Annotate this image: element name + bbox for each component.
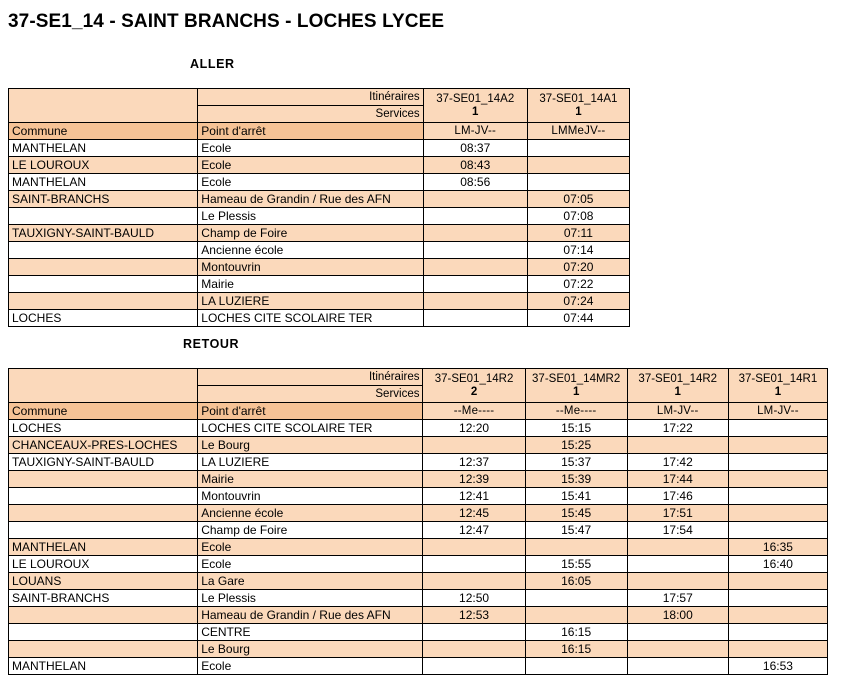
cell-point-arret: CENTRE: [198, 624, 423, 641]
cell-time-service-1: [423, 225, 527, 242]
table-row: [9, 437, 828, 454]
cell-time-service-1: 12:41: [423, 488, 525, 505]
service-number: 1: [674, 386, 681, 398]
service-code: 37-SE01_14MR2: [532, 373, 621, 385]
table-row: [9, 658, 828, 675]
column-header-point-arret: Point d'arrêt: [198, 403, 423, 420]
cell-point-arret: Mairie: [198, 276, 423, 293]
cell-commune: [9, 488, 198, 505]
cell-time-service-1: 12:45: [423, 505, 525, 522]
cell-time-service-3: [627, 539, 728, 556]
cell-point-arret: Le Bourg: [198, 437, 423, 454]
header-itineraires-row: [9, 89, 630, 106]
cell-time-service-1: 12:50: [423, 590, 525, 607]
cell-point-arret: Ecole: [198, 539, 423, 556]
cell-point-arret: Ecole: [198, 658, 423, 675]
cell-commune: TAUXIGNY-SAINT-BAULD: [9, 225, 198, 242]
cell-time-service-3: [627, 641, 728, 658]
cell-time-service-1: 08:43: [423, 157, 527, 174]
timetable-retour: [8, 368, 828, 675]
cell-commune: LOCHES: [9, 310, 198, 327]
header-itineraires-row: [9, 369, 828, 386]
table-row: [9, 590, 828, 607]
cell-time-service-1: [423, 437, 525, 454]
cell-time-service-1: [423, 208, 527, 225]
cell-point-arret: Champ de Foire: [198, 225, 423, 242]
cell-time-service-1: 08:56: [423, 174, 527, 191]
cell-time-service-4: [728, 437, 827, 454]
cell-commune: [9, 293, 198, 310]
cell-time-service-2: 15:39: [525, 471, 627, 488]
cell-time-service-3: 17:51: [627, 505, 728, 522]
aller-table-body: [9, 89, 630, 327]
cell-time-service-1: [423, 624, 525, 641]
cell-point-arret: Hameau de Grandin / Rue des AFN: [198, 191, 423, 208]
retour-table-body: [9, 369, 828, 675]
column-header-commune: Commune: [9, 403, 198, 420]
page-title: 37-SE1_14 - SAINT BRANCHS - LOCHES LYCEE: [8, 11, 445, 32]
cell-commune: MANTHELAN: [9, 140, 198, 157]
cell-time-service-2: 07:22: [527, 276, 629, 293]
cell-time-service-1: 12:39: [423, 471, 525, 488]
cell-commune: [9, 208, 198, 225]
cell-point-arret: Mairie: [198, 471, 423, 488]
cell-commune: LE LOUROUX: [9, 556, 198, 573]
cell-point-arret: Ancienne école: [198, 505, 423, 522]
cell-time-service-1: [423, 259, 527, 276]
cell-time-service-3: 17:22: [627, 420, 728, 437]
column-header-row: [9, 403, 828, 420]
cell-point-arret: Ecole: [198, 157, 423, 174]
table-row: [9, 573, 828, 590]
column-header-commune: Commune: [9, 123, 198, 140]
cell-time-service-1: 12:47: [423, 522, 525, 539]
cell-commune: [9, 276, 198, 293]
table-row: [9, 208, 630, 225]
cell-time-service-4: [728, 522, 827, 539]
service-code: 37-SE01_14A2: [436, 93, 515, 105]
service-number: 1: [575, 106, 582, 118]
cell-point-arret: Ecole: [198, 556, 423, 573]
cell-point-arret: Ecole: [198, 174, 423, 191]
cell-commune: LOCHES: [9, 420, 198, 437]
table-row: [9, 225, 630, 242]
cell-time-service-1: [423, 191, 527, 208]
cell-commune: [9, 242, 198, 259]
cell-time-service-1: 12:37: [423, 454, 525, 471]
table-row: [9, 157, 630, 174]
table-row: [9, 471, 828, 488]
cell-time-service-3: 17:57: [627, 590, 728, 607]
cell-time-service-4: [728, 641, 827, 658]
cell-point-arret: Ecole: [198, 140, 423, 157]
cell-time-service-1: [423, 276, 527, 293]
cell-commune: [9, 471, 198, 488]
cell-time-service-4: [728, 454, 827, 471]
cell-time-service-1: 12:20: [423, 420, 525, 437]
cell-time-service-3: [627, 556, 728, 573]
service-days-1: LM-JV--: [423, 123, 527, 140]
direction-label-retour: RETOUR: [183, 337, 240, 351]
cell-time-service-2: 15:55: [525, 556, 627, 573]
cell-time-service-3: [627, 658, 728, 675]
table-row: [9, 420, 828, 437]
service-days-1: --Me----: [423, 403, 525, 420]
service-days-4: LM-JV--: [728, 403, 827, 420]
cell-commune: TAUXIGNY-SAINT-BAULD: [9, 454, 198, 471]
cell-commune: LOUANS: [9, 573, 198, 590]
table-row: [9, 539, 828, 556]
table-row: [9, 293, 630, 310]
cell-time-service-3: [627, 573, 728, 590]
cell-time-service-3: [627, 624, 728, 641]
cell-commune: SAINT-BRANCHS: [9, 590, 198, 607]
service-header-1: [423, 369, 525, 403]
cell-time-service-4: [728, 471, 827, 488]
cell-time-service-2: 07:14: [527, 242, 629, 259]
timetable-aller: [8, 88, 630, 327]
cell-time-service-2: [525, 607, 627, 624]
cell-point-arret: Champ de Foire: [198, 522, 423, 539]
column-header-row: [9, 123, 630, 140]
service-code: 37-SE01_14R1: [738, 373, 818, 385]
cell-time-service-1: [423, 310, 527, 327]
cell-time-service-2: 16:15: [525, 624, 627, 641]
service-code: 37-SE01_14A1: [539, 93, 618, 105]
cell-time-service-3: 17:42: [627, 454, 728, 471]
header-spacer: [9, 369, 198, 403]
cell-time-service-4: 16:53: [728, 658, 827, 675]
cell-time-service-1: [423, 293, 527, 310]
service-days-2: LMMeJV--: [527, 123, 629, 140]
table-row: [9, 522, 828, 539]
cell-time-service-2: 16:15: [525, 641, 627, 658]
service-number: 1: [472, 106, 479, 118]
cell-time-service-4: [728, 420, 827, 437]
table-row: [9, 454, 828, 471]
cell-time-service-2: 07:20: [527, 259, 629, 276]
cell-commune: [9, 607, 198, 624]
cell-time-service-2: 15:37: [525, 454, 627, 471]
cell-commune: [9, 624, 198, 641]
cell-time-service-4: [728, 624, 827, 641]
service-header-3: [627, 369, 728, 403]
cell-point-arret: Le Plessis: [198, 208, 423, 225]
service-number: 2: [470, 386, 478, 398]
cell-time-service-1: [423, 641, 525, 658]
table-row: [9, 488, 828, 505]
service-code: 37-SE01_14R2: [638, 373, 718, 385]
cell-point-arret: Montouvrin: [198, 259, 423, 276]
cell-commune: MANTHELAN: [9, 539, 198, 556]
cell-time-service-2: [525, 590, 627, 607]
table-row: [9, 191, 630, 208]
cell-commune: SAINT-BRANCHS: [9, 191, 198, 208]
service-header-2: [525, 369, 627, 403]
cell-commune: [9, 522, 198, 539]
cell-point-arret: Ancienne école: [198, 242, 423, 259]
cell-time-service-1: [423, 242, 527, 259]
cell-time-service-2: 07:05: [527, 191, 629, 208]
cell-time-service-2: [525, 539, 627, 556]
table-row: [9, 276, 630, 293]
cell-point-arret: LOCHES CITE SCOLAIRE TER: [198, 310, 423, 327]
table-row: [9, 242, 630, 259]
cell-time-service-4: 16:35: [728, 539, 827, 556]
cell-time-service-3: 17:44: [627, 471, 728, 488]
service-header-4: [728, 369, 827, 403]
cell-time-service-1: [423, 556, 525, 573]
cell-time-service-1: [423, 539, 525, 556]
cell-time-service-4: [728, 505, 827, 522]
cell-point-arret: La Gare: [198, 573, 423, 590]
cell-commune: MANTHELAN: [9, 174, 198, 191]
cell-time-service-2: 07:24: [527, 293, 629, 310]
cell-time-service-3: 17:46: [627, 488, 728, 505]
service-header-2: [527, 89, 629, 123]
cell-time-service-4: 16:40: [728, 556, 827, 573]
table-row: [9, 624, 828, 641]
cell-commune: MANTHELAN: [9, 658, 198, 675]
service-header-1: [423, 89, 527, 123]
cell-point-arret: Montouvrin: [198, 488, 423, 505]
cell-point-arret: LOCHES CITE SCOLAIRE TER: [198, 420, 423, 437]
service-days-3: LM-JV--: [627, 403, 728, 420]
cell-commune: LE LOUROUX: [9, 157, 198, 174]
table-row: [9, 140, 630, 157]
cell-point-arret: LA LUZIERE: [198, 454, 423, 471]
cell-point-arret: LA LUZIERE: [198, 293, 423, 310]
cell-commune: [9, 641, 198, 658]
cell-point-arret: Hameau de Grandin / Rue des AFN: [198, 607, 423, 624]
cell-time-service-2: 07:44: [527, 310, 629, 327]
header-services-label: Services: [198, 386, 423, 403]
service-number: 1: [572, 386, 580, 398]
cell-commune: CHANCEAUX-PRES-LOCHES: [9, 437, 198, 454]
header-services-label: Services: [198, 106, 423, 123]
cell-time-service-2: 15:45: [525, 505, 627, 522]
cell-time-service-3: 18:00: [627, 607, 728, 624]
cell-time-service-1: 08:37: [423, 140, 527, 157]
header-itineraires-label: Itinéraires: [198, 89, 423, 106]
cell-time-service-3: 17:54: [627, 522, 728, 539]
cell-time-service-2: [527, 157, 629, 174]
cell-time-service-2: 15:25: [525, 437, 627, 454]
cell-time-service-2: 07:11: [527, 225, 629, 242]
table-row: [9, 174, 630, 191]
cell-commune: [9, 505, 198, 522]
cell-point-arret: Le Plessis: [198, 590, 423, 607]
table-row: [9, 607, 828, 624]
cell-time-service-4: [728, 607, 827, 624]
cell-time-service-2: [527, 140, 629, 157]
table-row: [9, 310, 630, 327]
cell-time-service-4: [728, 573, 827, 590]
cell-time-service-4: [728, 590, 827, 607]
cell-time-service-1: [423, 573, 525, 590]
header-itineraires-label: Itinéraires: [198, 369, 423, 386]
table-row: [9, 641, 828, 658]
cell-time-service-2: [527, 174, 629, 191]
cell-time-service-2: 07:08: [527, 208, 629, 225]
cell-time-service-4: [728, 488, 827, 505]
cell-time-service-2: [525, 658, 627, 675]
direction-label-aller: ALLER: [190, 57, 235, 71]
cell-point-arret: Le Bourg: [198, 641, 423, 658]
service-number: 1: [774, 386, 782, 398]
service-code: 37-SE01_14R2: [434, 373, 514, 385]
cell-time-service-2: 15:47: [525, 522, 627, 539]
cell-time-service-2: 16:05: [525, 573, 627, 590]
service-days-2: --Me----: [525, 403, 627, 420]
table-row: [9, 259, 630, 276]
cell-commune: [9, 259, 198, 276]
cell-time-service-1: 12:53: [423, 607, 525, 624]
cell-time-service-3: [627, 437, 728, 454]
cell-time-service-1: [423, 658, 525, 675]
cell-time-service-2: 15:41: [525, 488, 627, 505]
table-row: [9, 556, 828, 573]
header-spacer: [9, 89, 198, 123]
column-header-point-arret: Point d'arrêt: [198, 123, 423, 140]
cell-time-service-2: 15:15: [525, 420, 627, 437]
table-row: [9, 505, 828, 522]
